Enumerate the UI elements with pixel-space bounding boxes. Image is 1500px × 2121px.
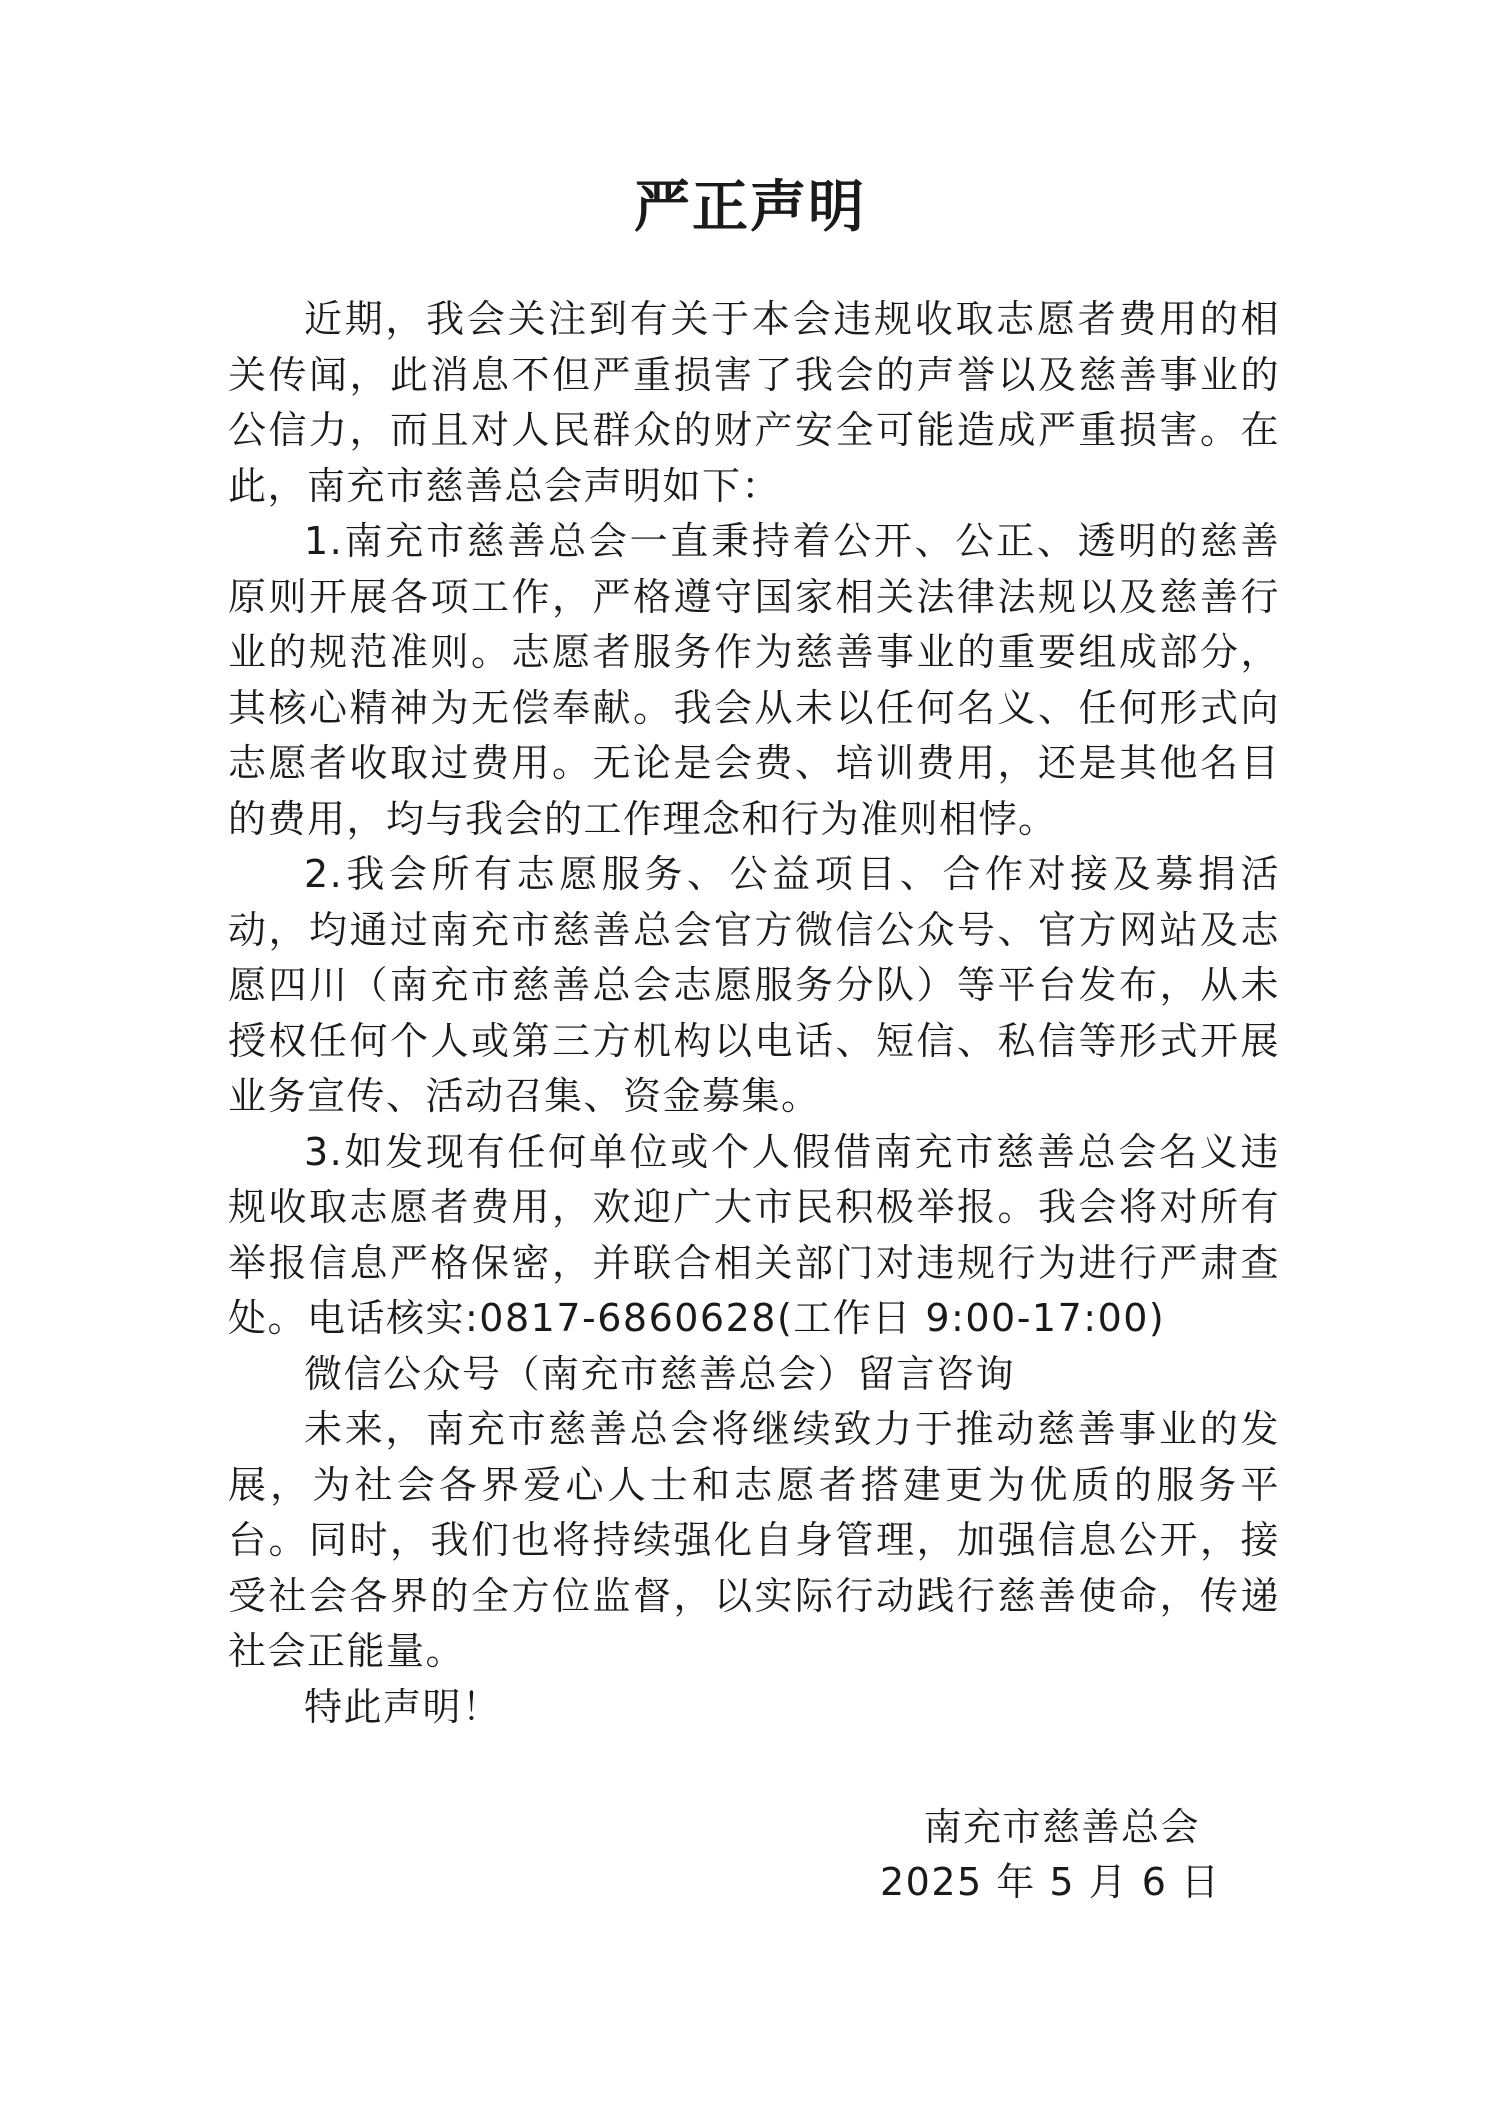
paragraph-future: 未来，南充市慈善总会将继续致力于推动慈善事业的发展，为社会各界爱心人士和志愿者搭建更为优质的服务平台。同时，我们也将持续强化自身管理，加强信息公开，接受社会各界的全方位监督，以实际行动践行慈善使命，传递社会正能量。 [228,1407,1280,1673]
signature-date: 2025 年 5 月 6 日 [880,1860,1221,1904]
document-title: 严正声明 [634,175,866,240]
paragraph-closing: 特此声明！ [304,1684,502,1729]
paragraph-intro: 近期，我会关注到有关于本会违规收取志愿者费用的相关传闻，此消息不但严重损害了我会的声誉以及慈善事业的公信力，而且对人民群众的财产安全可能造成严重损害。在此，南充市慈善总会声明如下： [228,297,1280,508]
document-body [228,292,1280,1735]
paragraph-point-3: 3.如发现有任何单位或个人假借南充市慈善总会名义违规收取志愿者费用，欢迎广大市民积极举报。我会将对所有举报信息严格保密，并联合相关部门对违规行为进行严肃查处。电话核实:0817-6860628(工作日 9:00-17:00) [228,1129,1280,1340]
signature-block [880,1800,1221,1910]
paragraph-point-2: 2.我会所有志愿服务、公益项目、合作对接及募捐活动，均通过南充市慈善总会官方微信公众号、官方网站及志愿四川（南充市慈善总会志愿服务分队）等平台发布，从未授权任何个人或第三方机构以电话、短信、私信等形式开展业务宣传、活动召集、资金募集。 [228,852,1280,1118]
paragraph-wechat-contact: 微信公众号（南充市慈善总会）留言咨询 [304,1351,1016,1396]
paragraph-point-1: 1.南充市慈善总会一直秉持着公开、公正、透明的慈善原则开展各项工作，严格遵守国家相关法律法规以及慈善行业的规范准则。志愿者服务作为慈善事业的重要组成部分，其核心精神为无偿奉献。我会从未以任何名义、任何形式向志愿者收取过费用。无论是会费、培训费用，还是其他名目的费用，均与我会的工作理念和行为准则相悖。 [228,519,1280,841]
signature-organization: 南充市慈善总会 [923,1805,1200,1849]
